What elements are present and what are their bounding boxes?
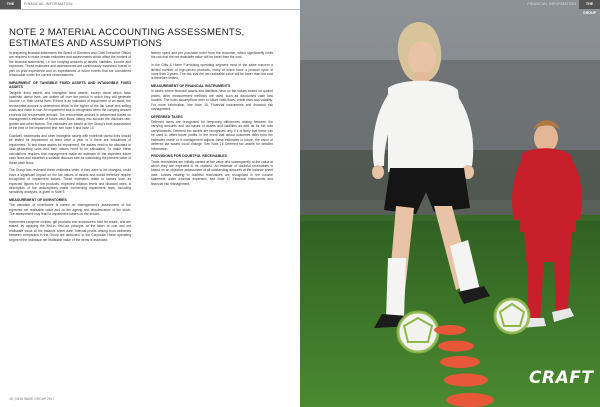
heading-doubtful-receivables: PROVISIONS FOR DOUBTFUL RECEIVABLES xyxy=(151,154,227,159)
page-title: NOTE 2 MATERIAL ACCOUNTING ASSESSMENTS, ESTIMATES AND ASSUMPTIONS xyxy=(9,27,245,50)
paragraph: Deferred taxes are recognised for temporary differences arising between the carrying amounts and tax bases of assets and liabilities as well as for tax loss carryforwards. Deferred tax assets are recognised only if it is likely that these can be used to offset future profits. In the event that actual outcomes differ from the estimates made or if management adjusts these estimates in future, the value of deferred tax assets could change. See Note 15 Deferred tax assets for detailed information. xyxy=(151,119,273,151)
paragraph-intro: In preparing financial statements the Board of Directors and Chief Executive Officer are required to make certain estimates and assessments which affect the content of the financial statements, i.e. the carrying amounts of assets, liabilities, income and expenses. These estimates and assessments are continuously assessed, based in part on prior experience and on expectations of future events that are considered reasonable under the current circumstances. xyxy=(9,51,131,78)
paragraph: The valuation of inventories is based on management's assessment of the expected net realisable value and on the ageing and obsolescence of the stock. The assessment may lead to impairment losses on the stocks. xyxy=(9,203,131,217)
group-tag: THE GROUP xyxy=(0,0,21,9)
text-column-right xyxy=(151,51,273,189)
section-label: FINANCIAL INFORMATION xyxy=(24,2,73,6)
group-tag-right: THE GROUP xyxy=(579,0,600,9)
paragraph: Trade receivables are initially carried at fair value and subsequently at the value at which they are expected to be realised. An estimate of doubtful receivables is based on an objective assessment of all outstanding amounts at the balance sheet date. Losses relating to doubtful receivables are recognised in the income statement under external expenses; see Note 17 Financial instruments and financial risk management. xyxy=(151,159,273,186)
football-icon xyxy=(398,312,438,352)
text-column-left xyxy=(9,51,131,245)
paragraph: In the Gifts & Home Furnishing operating segment most of the sales concern a limited number of high-priced products, many of which have a product cycle of more than 2 years. The risk that the net realisable value will be lower than the cost is therefore limited. xyxy=(151,63,273,81)
photo-illustration xyxy=(300,0,600,407)
football-icon xyxy=(495,299,529,333)
heading-financial-instruments: MEASUREMENT OF FINANCIAL INSTRUMENTS xyxy=(151,84,231,89)
section-label-right: FINANCIAL INFORMATION xyxy=(527,2,576,6)
photo-soccer-training xyxy=(300,0,600,407)
craft-logo: CRAFT xyxy=(529,368,594,388)
paragraph: Goodwill, trademarks and other intangible assets with indefinite useful lives should be tested for impairment at least once a year or if there are indications of impairment. To test these assets for impairment, the assets need to be allocated to cash-generating units and their values need to be calculated. To make these calculations requires that management make an estimate of the expected future cash flows and establish a suitable discount rate for calculating the present value of these cash flows. xyxy=(9,133,131,165)
heading-inventories: MEASUREMENT OF INVENTORIES xyxy=(9,198,67,203)
paragraph: The Group has reviewed these estimates while, if they were to be changed, could have a significant impact on the fair values of assets and would therefore require recognition of impairment losses. These estimates relate to factors such as expected figures for the products, expected inflation levels and discount rates. A description of the assumptions made concerning impairment tests, including sensitivity analyses, is given in Note 9. xyxy=(9,168,131,195)
paragraph: Inventories comprise clothes, gift products and accessories held for resale, and are stated, by applying the first-in, first-out principle, at the lower of cost and net realisable value at the balance sheet date. Internal profits arising from deliveries between companies in the Group are deducted. In the Corporate Home operating segment the individual net realisable value of the items is assessed. xyxy=(9,219,131,242)
paragraph: factory spent and per purchase order from the customer, which significantly limits the risk that the net realisable value will be lower than the cost. xyxy=(151,51,273,60)
paragraph: In cases where financial assets and liabilities have no fair values based on quoted prices, other measurement methods are used, such as discounted cash flow models. The main assumptions refer to future cash flows, credit risks and volatility. For more information, see Note 16, Financial instruments and financial risk management. xyxy=(151,89,273,112)
paragraph: Tangible fixed assets and intangible fixed assets, except those which have indefinite useful lives, are written off over the period in which they will generate income, i.e. their useful lives. If there is an indication of impairment of an asset, the recoverable amount is determined which is the higher of the fair value less selling costs and value in use. An impairment loss is recognised when the carrying amount exceeds the recoverable amount. The recoverable amount is determined based on management's estimate of future cash flows, taking into account the discount rate, growth and other factors. The estimates are based on the Group's best assessment at the time of the impairment test; see Note 9 and Note 10. xyxy=(9,90,131,131)
heading-impairment: IMPAIRMENT OF TANGIBLE FIXED ASSETS AND INTANGIBLE FIXED ASSETS xyxy=(9,80,131,90)
page-footer: 46 | NEW WAVE GROUP 2017 xyxy=(9,397,55,401)
heading-deferred-taxes: DEFERRED TAXES xyxy=(151,114,183,119)
